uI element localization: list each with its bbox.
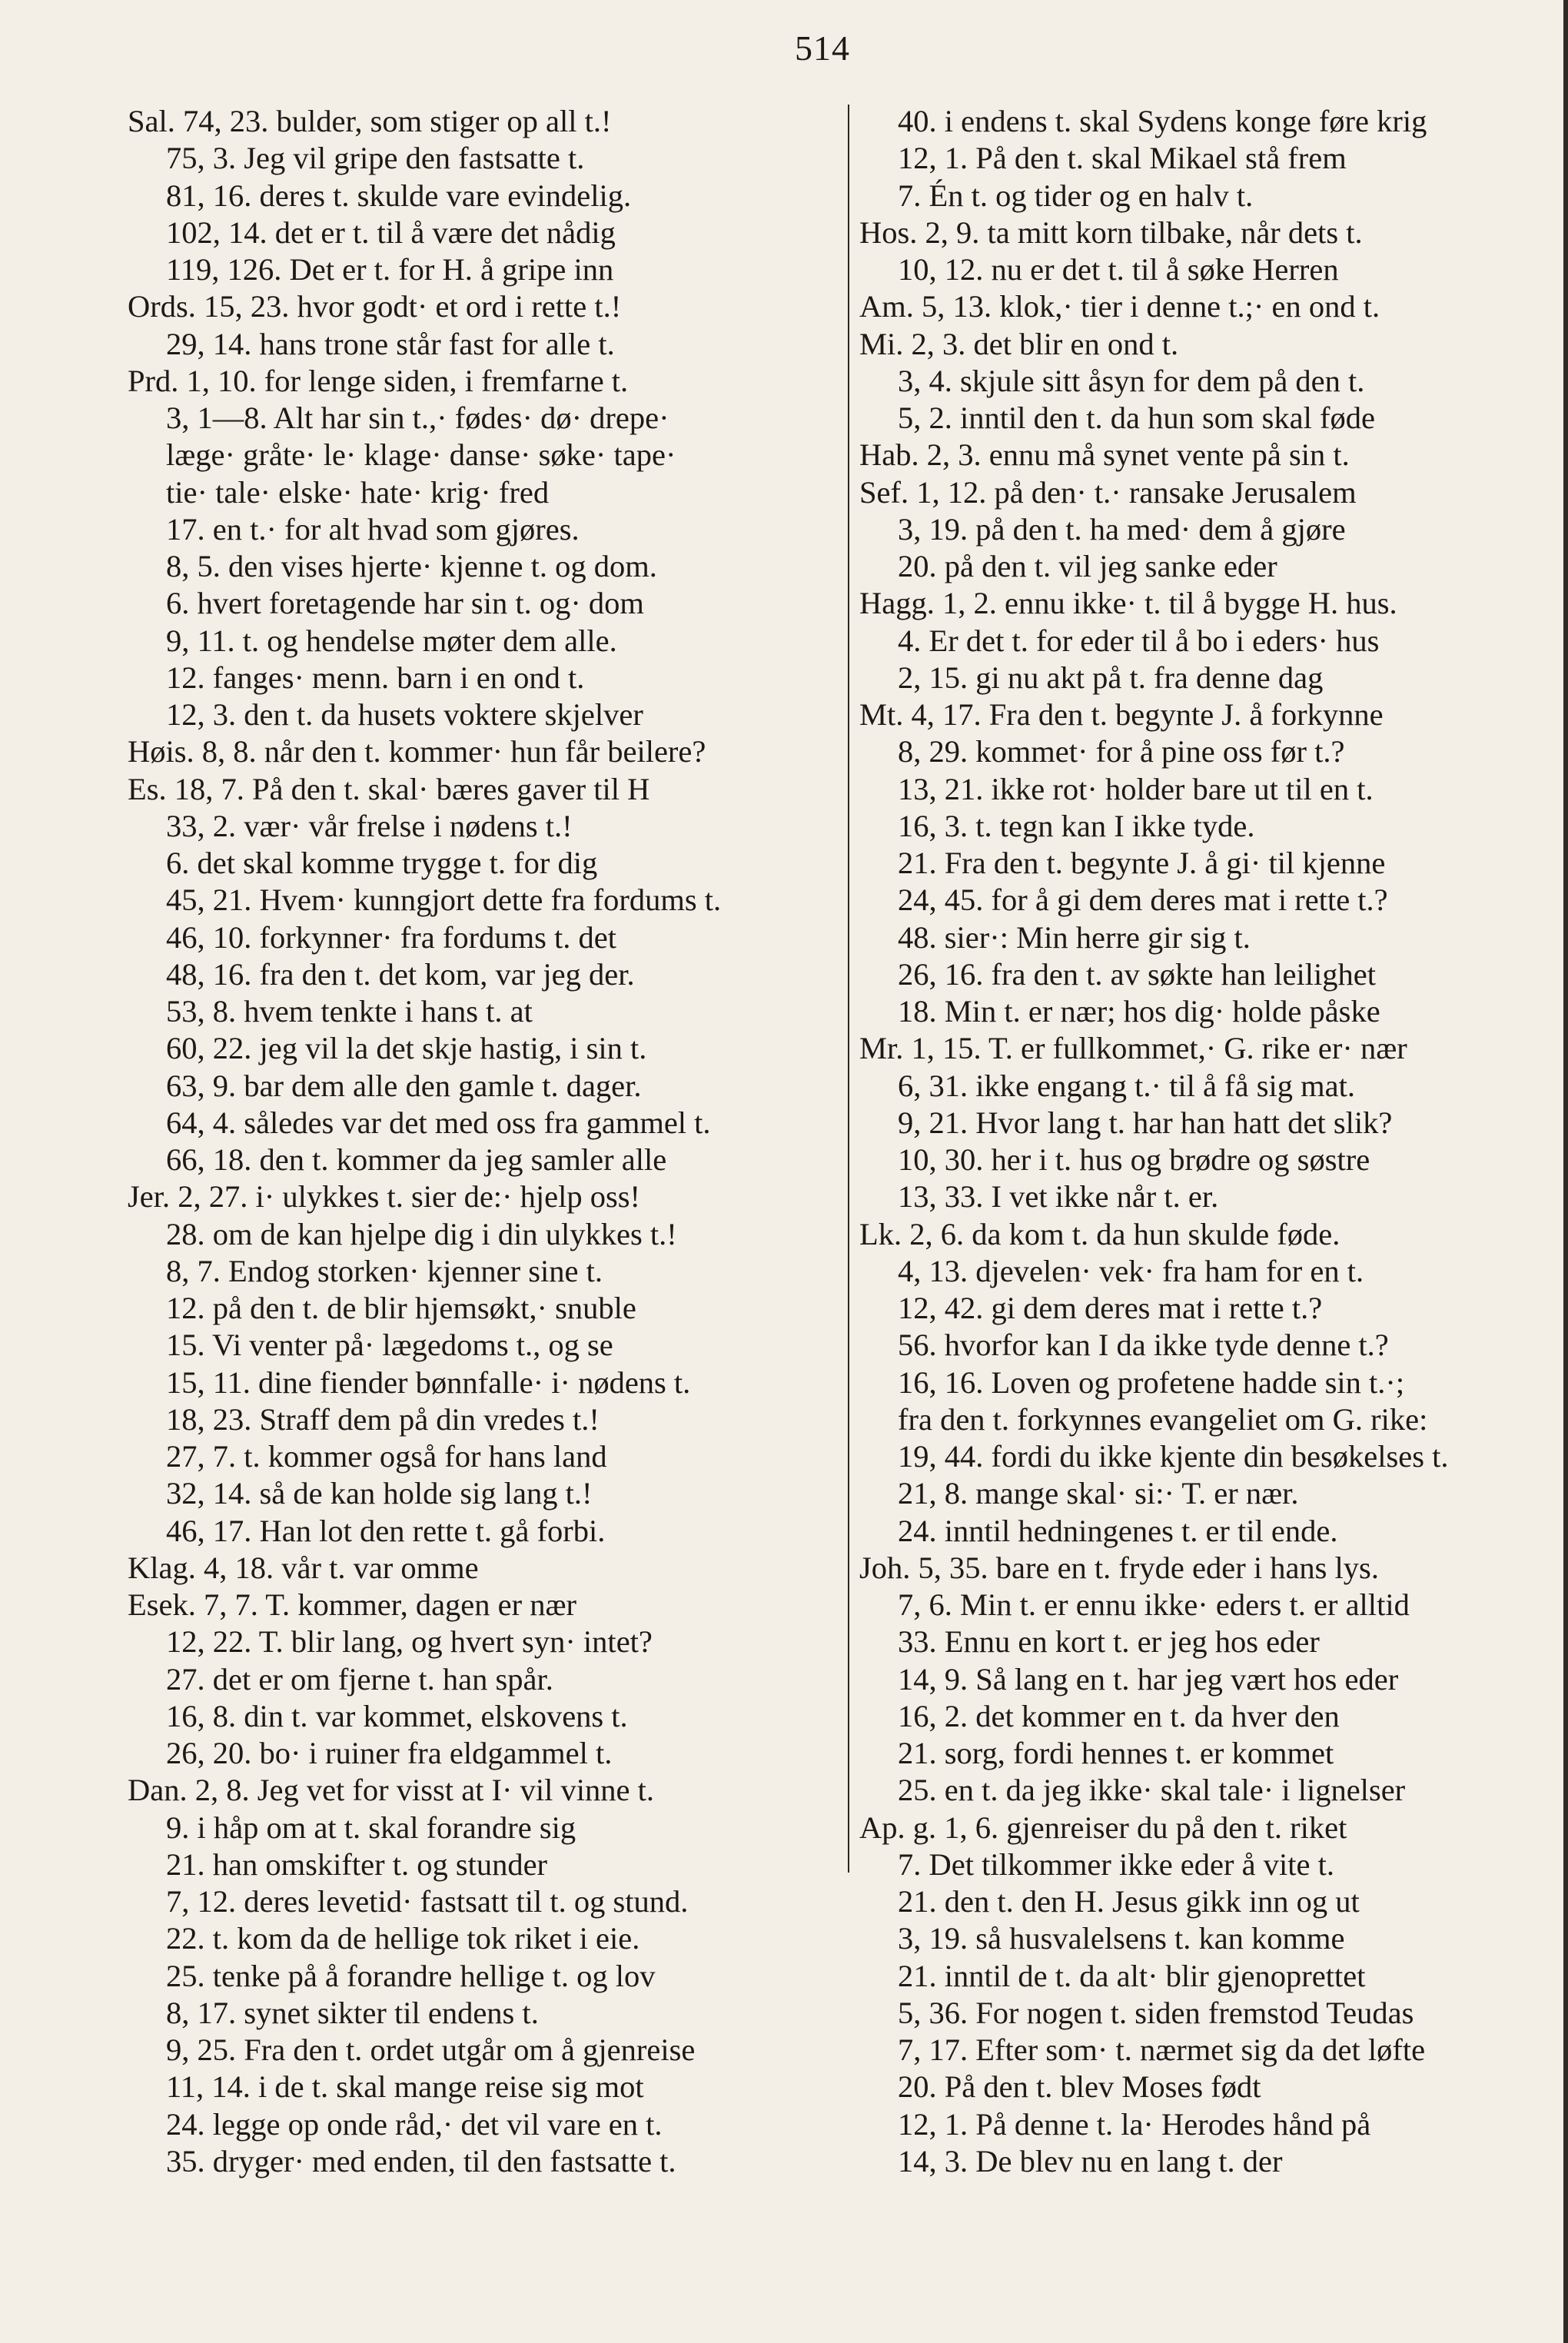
concordance-entry: 22. t. kom da de hellige tok riket i eie. bbox=[166, 1921, 640, 1956]
concordance-entry: 5, 36. For nogen t. siden fremstod Teudas bbox=[898, 1995, 1414, 2030]
concordance-entry: 20. på den t. vil jeg sanke eder bbox=[898, 549, 1277, 583]
concordance-entry: tie· tale· elske· hate· krig· fred bbox=[166, 474, 550, 510]
concordance-entry: 102, 14. det er t. til å være det nådig bbox=[166, 214, 616, 250]
page-edge bbox=[1563, 0, 1568, 2343]
concordance-entry: 21. inntil de t. da alt· blir gjenoprettet bbox=[898, 1958, 1366, 1993]
concordance-entry: 7, 6. Min t. er ennu ikke· eders t. er alltid bbox=[898, 1587, 1410, 1622]
concordance-entry: Mi. 2, 3. det blir en ond t. bbox=[859, 326, 1179, 361]
concordance-entry: 6, 31. ikke engang t.· til å få sig mat. bbox=[898, 1068, 1355, 1103]
concordance-entry: 10, 30. her i t. hus og brødre og søstre bbox=[898, 1142, 1370, 1177]
concordance-entry: 6. hvert foretagende har sin t. og· dom bbox=[166, 586, 644, 621]
concordance-entry: 17. en t.· for alt hvad som gjøres. bbox=[166, 511, 580, 547]
concordance-entry: 40. i endens t. skal Sydens konge føre krig bbox=[898, 104, 1427, 138]
concordance-entry: 12, 1. På den t. skal Mikael stå frem bbox=[898, 141, 1347, 176]
page-number: 514 bbox=[795, 28, 850, 68]
concordance-entry: 8, 29. kommet· for å pine oss før t.? bbox=[898, 734, 1345, 769]
concordance-entry: 15. Vi venter på· lægedoms t., og se bbox=[166, 1328, 613, 1363]
concordance-entry: 18, 23. Straff dem på din vredes t.! bbox=[166, 1401, 600, 1437]
concordance-entry: 16, 2. det kommer en t. da hver den bbox=[898, 1698, 1340, 1733]
concordance-entry: 25. en t. da jeg ikke· skal tale· i lignelser bbox=[898, 1773, 1406, 1808]
concordance-entry: 12, 1. På denne t. la· Herodes hånd på bbox=[898, 2106, 1371, 2142]
concordance-entry: 24. inntil hedningenes t. er til ende. bbox=[898, 1513, 1338, 1548]
concordance-entry: 16, 8. din t. var kommet, elskovens t. bbox=[166, 1698, 628, 1733]
concordance-entry: 9, 25. Fra den t. ordet utgår om å gjenreise bbox=[166, 2032, 696, 2067]
concordance-entry: 12. fanges· menn. barn i en ond t. bbox=[166, 660, 585, 695]
concordance-entry: 21. sorg, fordi hennes t. er kommet bbox=[898, 1736, 1334, 1770]
concordance-entry: 29, 14. hans trone står fast for alle t. bbox=[166, 326, 615, 361]
concordance-entry: 75, 3. Jeg vil gripe den fastsatte t. bbox=[166, 141, 585, 176]
concordance-entry: 119, 126. Det er t. for H. å gripe inn bbox=[166, 252, 614, 287]
concordance-entry: 35. dryger· med enden, til den fastsatte t. bbox=[166, 2143, 676, 2178]
concordance-entry: 16, 3. t. tegn kan I ikke tyde. bbox=[898, 808, 1255, 843]
concordance-entry: 66, 18. den t. kommer da jeg samler alle bbox=[166, 1142, 667, 1177]
concordance-entry: 9, 21. Hvor lang t. har han hatt det slik? bbox=[898, 1105, 1393, 1140]
concordance-entry: Sal. 74, 23. bulder, som stiger op all t.! bbox=[128, 104, 612, 138]
concordance-entry: 64, 4. således var det med oss fra gammel t. bbox=[166, 1105, 711, 1140]
concordance-entry: 24. legge op onde råd,· det vil vare en t. bbox=[166, 2106, 663, 2142]
concordance-entry: Jer. 2, 27. i· ulykkes t. sier de:· hjelp oss! bbox=[128, 1179, 641, 1215]
concordance-entry: 46, 17. Han lot den rette t. gå forbi. bbox=[166, 1513, 606, 1548]
column-divider bbox=[848, 105, 849, 1873]
concordance-entry: Esek. 7, 7. T. kommer, dagen er nær bbox=[128, 1587, 576, 1622]
concordance-entry: 46, 10. forkynner· fra fordums t. det bbox=[166, 919, 616, 955]
concordance-entry: Hab. 2, 3. ennu må synet vente på sin t. bbox=[859, 437, 1350, 473]
concordance-entry: 53, 8. hvem tenkte i hans t. at bbox=[166, 994, 533, 1029]
concordance-entry: Ords. 15, 23. hvor godt· et ord i rette t.! bbox=[128, 289, 622, 324]
concordance-entry: 14, 9. Så lang en t. har jeg vært hos eder bbox=[898, 1661, 1399, 1697]
concordance-entry: Høis. 8, 8. når den t. kommer· hun får beilere? bbox=[128, 734, 706, 769]
concordance-entry: læge· gråte· le· klage· danse· søke· tape· bbox=[166, 437, 676, 473]
concordance-entry: fra den t. forkynnes evangeliet om G. rike: bbox=[898, 1401, 1428, 1437]
concordance-entry: 13, 21. ikke rot· holder bare ut til en t. bbox=[898, 771, 1374, 806]
concordance-entry: 3, 1—8. Alt har sin t.,· fødes· dø· drepe· bbox=[166, 400, 669, 435]
concordance-entry: 33, 2. vær· vår frelse i nødens t.! bbox=[166, 808, 573, 843]
concordance-entry: 48. sier·: Min herre gir sig t. bbox=[898, 919, 1251, 955]
concordance-entry: 8, 5. den vises hjerte· kjenne t. og dom. bbox=[166, 549, 657, 583]
concordance-entry: 2, 15. gi nu akt på t. fra denne dag bbox=[898, 660, 1324, 695]
concordance-entry: Ap. g. 1, 6. gjenreiser du på den t. riket bbox=[859, 1810, 1347, 1845]
concordance-entry: 15, 11. dine fiender bønnfalle· i· nødens t. bbox=[166, 1364, 691, 1400]
concordance-entry: Es. 18, 7. På den t. skal· bæres gaver til H bbox=[128, 771, 650, 806]
concordance-entry: Sef. 1, 12. på den· t.· ransake Jerusalem bbox=[859, 474, 1357, 510]
concordance-entry: 12, 42. gi dem deres mat i rette t.? bbox=[898, 1291, 1323, 1325]
concordance-entry: 28. om de kan hjelpe dig i din ulykkes t.! bbox=[166, 1216, 677, 1251]
concordance-entry: 12, 22. T. blir lang, og hvert syn· intet? bbox=[166, 1624, 653, 1660]
concordance-entry: 48, 16. fra den t. det kom, var jeg der. bbox=[166, 956, 635, 992]
concordance-entry: Lk. 2, 6. da kom t. da hun skulde føde. bbox=[859, 1216, 1340, 1251]
concordance-entry: 14, 3. De blev nu en lang t. der bbox=[898, 2143, 1283, 2178]
concordance-entry: 12. på den t. de blir hjemsøkt,· snuble bbox=[166, 1291, 636, 1325]
concordance-entry: 32, 14. så de kan holde sig lang t.! bbox=[166, 1476, 593, 1511]
concordance-entry: Hos. 2, 9. ta mitt korn tilbake, når dets t. bbox=[859, 214, 1363, 250]
concordance-entry: 5, 2. inntil den t. da hun som skal føde bbox=[898, 400, 1375, 435]
concordance-entry: 13, 33. I vet ikke når t. er. bbox=[898, 1179, 1219, 1215]
concordance-entry: 8, 17. synet sikter til endens t. bbox=[166, 1995, 539, 2030]
concordance-entry: 3, 19. på den t. ha med· dem å gjøre bbox=[898, 511, 1346, 547]
concordance-entry: Joh. 5, 35. bare en t. fryde eder i hans lys. bbox=[859, 1550, 1379, 1585]
concordance-entry: 24, 45. for å gi dem deres mat i rette t.? bbox=[898, 882, 1388, 918]
concordance-entry: 7. Én t. og tider og en halv t. bbox=[898, 178, 1254, 213]
concordance-entry: Dan. 2, 8. Jeg vet for visst at I· vil vinne t. bbox=[128, 1773, 654, 1808]
concordance-entry: 19, 44. fordi du ikke kjente din besøkelses t. bbox=[898, 1439, 1449, 1474]
concordance-entry: 21. Fra den t. begynte J. å gi· til kjenne bbox=[898, 846, 1386, 880]
concordance-entry: 26, 20. bo· i ruiner fra eldgammel t. bbox=[166, 1736, 613, 1770]
concordance-entry: 81, 16. deres t. skulde vare evindelig. bbox=[166, 178, 632, 213]
concordance-entry: 12, 3. den t. da husets voktere skjelver bbox=[166, 697, 643, 732]
concordance-entry: 7, 12. deres levetid· fastsatt til t. og stund. bbox=[166, 1884, 689, 1919]
concordance-entry: Am. 5, 13. klok,· tier i denne t.;· en ond t. bbox=[859, 289, 1380, 324]
concordance-entry: 33. Ennu en kort t. er jeg hos eder bbox=[898, 1624, 1320, 1660]
concordance-entry: 27. det er om fjerne t. han spår. bbox=[166, 1661, 553, 1697]
concordance-entry: 21, 8. mange skal· si:· T. er nær. bbox=[898, 1476, 1299, 1511]
concordance-entry: 21. han omskifter t. og stunder bbox=[166, 1846, 548, 1882]
concordance-entry: 6. det skal komme trygge t. for dig bbox=[166, 846, 598, 880]
left-column bbox=[128, 103, 841, 2180]
concordance-entry: 63, 9. bar dem alle den gamle t. dager. bbox=[166, 1068, 642, 1103]
concordance-entry: Mr. 1, 15. T. er fullkommet,· G. rike er· nær bbox=[859, 1031, 1407, 1066]
concordance-entry: 56. hvorfor kan I da ikke tyde denne t.? bbox=[898, 1328, 1389, 1363]
concordance-entry: Mt. 4, 17. Fra den t. begynte J. å forkynne bbox=[859, 697, 1384, 732]
concordance-entry: 16, 16. Loven og profetene hadde sin t.·; bbox=[898, 1364, 1405, 1400]
concordance-entry: Prd. 1, 10. for lenge siden, i fremfarne t. bbox=[128, 363, 629, 398]
concordance-entry: 27, 7. t. kommer også for hans land bbox=[166, 1439, 607, 1474]
concordance-entry: 8, 7. Endog storken· kjenner sine t. bbox=[166, 1253, 603, 1288]
concordance-entry: 3, 19. så husvalelsens t. kan komme bbox=[898, 1921, 1345, 1956]
concordance-entry: 7. Det tilkommer ikke eder å vite t. bbox=[898, 1846, 1334, 1882]
concordance-entry: 25. tenke på å forandre hellige t. og lov bbox=[166, 1958, 656, 1993]
concordance-entry: 9. i håp om at t. skal forandre sig bbox=[166, 1810, 576, 1845]
concordance-entry: 11, 14. i de t. skal mange reise sig mot bbox=[166, 2069, 644, 2105]
concordance-entry: 10, 12. nu er det t. til å søke Herren bbox=[898, 252, 1339, 287]
concordance-entry: 4. Er det t. for eder til å bo i eders· hus bbox=[898, 623, 1380, 658]
concordance-entry: Hagg. 1, 2. ennu ikke· t. til å bygge H. hus. bbox=[859, 586, 1397, 621]
concordance-entry: 21. den t. den H. Jesus gikk inn og ut bbox=[898, 1884, 1360, 1919]
concordance-entry: 60, 22. jeg vil la det skje hastig, i sin t. bbox=[166, 1031, 647, 1066]
concordance-entry: 4, 13. djevelen· vek· fra ham for en t. bbox=[898, 1253, 1364, 1288]
concordance-entry: Klag. 4, 18. vår t. var omme bbox=[128, 1550, 479, 1585]
concordance-entry: 9, 11. t. og hendelse møter dem alle. bbox=[166, 623, 617, 658]
concordance-entry: 18. Min t. er nær; hos dig· holde påske bbox=[898, 994, 1380, 1029]
concordance-entry: 26, 16. fra den t. av søkte han leilighet bbox=[898, 956, 1376, 992]
concordance-entry: 45, 21. Hvem· kunngjort dette fra fordums t. bbox=[166, 882, 722, 918]
concordance-entry: 7, 17. Efter som· t. nærmet sig da det løfte bbox=[898, 2032, 1426, 2067]
concordance-entry: 3, 4. skjule sitt åsyn for dem på den t. bbox=[898, 363, 1365, 398]
concordance-entry: 20. På den t. blev Moses født bbox=[898, 2069, 1261, 2105]
right-column bbox=[859, 103, 1568, 2180]
